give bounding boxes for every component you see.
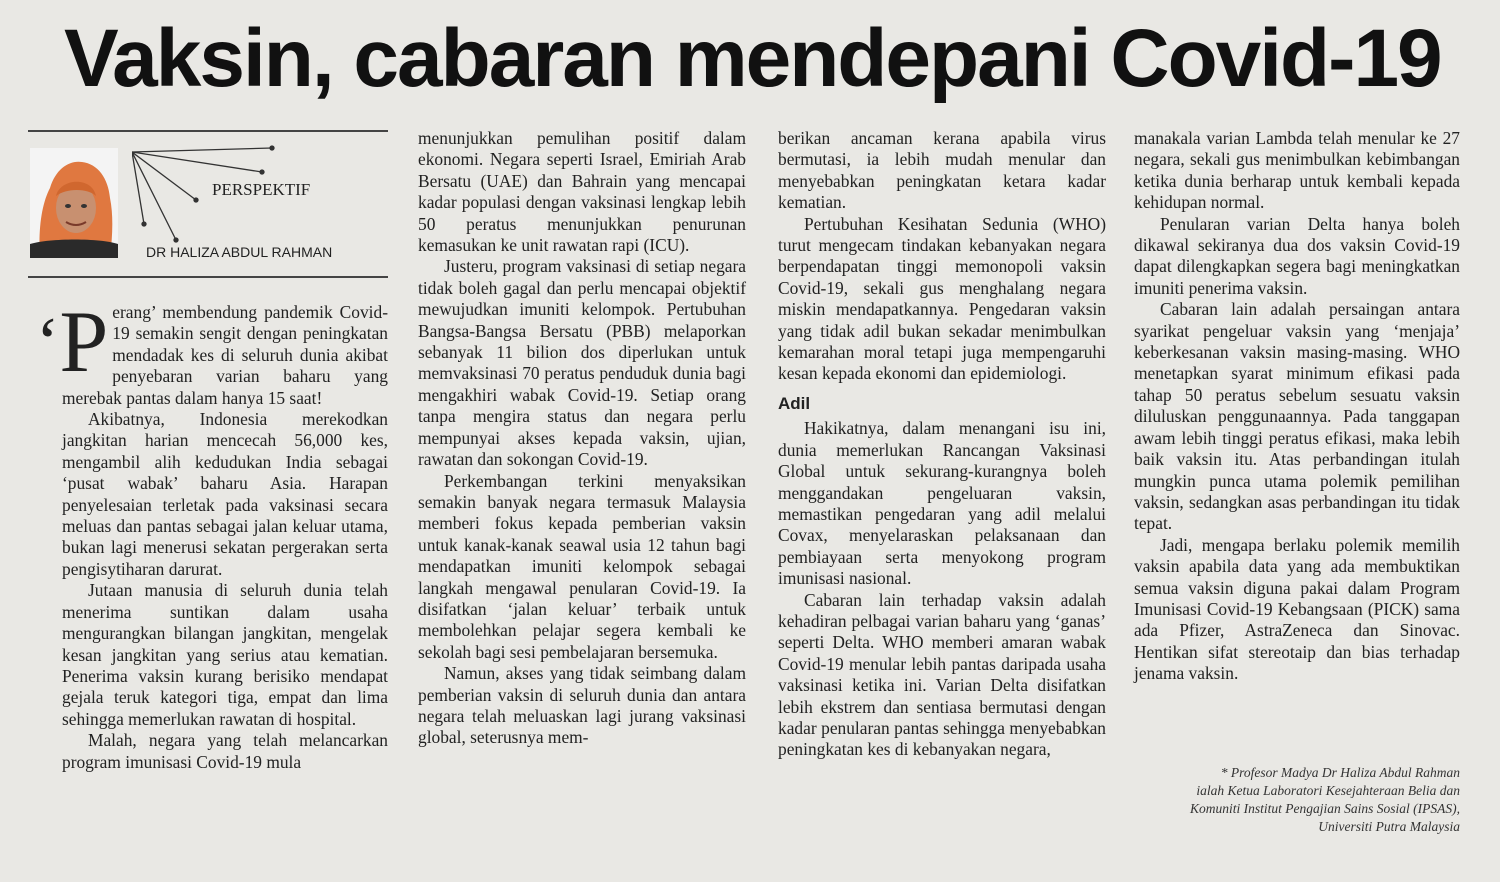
paragraph: Jutaan manusia di seluruh dunia telah menerima suntikan dalam usaha mengurangkan bilangan jangkitan, mengelak kesan jangkitan yang serius atau kematian. Penerima vaksin kurang berisiko mendapat gejala teruk kategori tiga, empat dan lima sehingga memerlukan rawatan di hospital.	[62, 580, 388, 729]
paragraph: manakala varian Lambda telah menular ke 27 negara, sekali gus menimbulkan kebimbangan ketika dunia berharap untuk kembali kepada kehidupan normal.	[1134, 128, 1460, 213]
paragraph: Penularan varian Delta hanya boleh dikawal sekiranya dua dos vaksin Covid-19 dapat dilengkapkan segera bagi meningkatkan imuniti penerima vaksin.	[1134, 213, 1460, 298]
paragraph: Pertubuhan Kesihatan Sedunia (WHO) turut mengecam tindakan kebanyakan negara berpendapatan tinggi memonopoli vaksin Covid-19, sekali gus menghalang negara miskin mendapatkannya. Pengedaran vaksin yang tidak adil bukan sekadar menimbulkan kemarahan moral tetapi juga mempengaruhi kesan kepada ekonomi dan epidemiologi.	[778, 213, 1106, 384]
byline-box	[28, 130, 388, 278]
paragraph: Cabaran lain adalah persaingan antara syarikat pengeluar vaksin yang ‘menjaja’ keberkesanan vaksin masing-masing. WHO menetapkan syarat minimum efikasi pada tahap 50 peratus sebelum sesuatu vaksin diluluskan penggunaannya. Pada tanggapan awam lebih tinggi peratus efikasi, maka lebih baik vaksin itu. Atas perbandingan itulah mungkin punca utama polemik pemilihan vaksin, sedangkan asas perbandingan itu tidak tepat.	[1134, 299, 1460, 534]
lead-paragraph: ‘P erang’ membendung pandemik Covid-19 semakin sengit dengan peningkatan mendadak kes di seluruh dunia akibat penyebaran varian baharu yang merebak pantas dalam hanya 15 saat!	[36, 294, 388, 408]
column-label: PERSPEKTIF	[212, 180, 311, 199]
paragraph: Cabaran lain terhadap vaksin adalah kehadiran pelbagai varian baharu yang ‘ganas’ seperti Delta. WHO memberi amaran wabak Covid-19 menular lebih pantas daripada usaha vaksinasi ketika ini. Varian Delta disifatkan lebih ekstrem dan sentiasa bermutasi dengan kadar penularan pantas sehingga menyebabkan peningkatan kes di kebanyakan negara,	[778, 589, 1106, 760]
author-portrait	[30, 148, 118, 258]
paragraph: Hakikatnya, dalam menangani isu ini, dunia memerlukan Rancangan Vaksinasi Global untuk sekurang-kurangnya boleh menggandakan pengeluaran vaksin, memastikan pengedaran yang adil melalui Covax, menyelaraskan pelaksanaan dan pembiayaan serta menyokong program imunisasi nasional.	[778, 418, 1106, 589]
byline-top-rule	[28, 130, 388, 132]
drop-cap: ‘P	[36, 294, 109, 391]
subheading: Adil	[778, 393, 811, 413]
article-column-3	[778, 128, 1106, 761]
article-column-4	[1134, 128, 1460, 685]
paragraph: Justeru, program vaksinasi di setiap negara tidak boleh gagal dan perlu mencapai objektif mewujudkan imuniti kelompok. Pertubuhan Bangsa-Bangsa Bersatu (PBB) melaporkan sebanyak 11 bilion dos diperlukan untuk memvaksinasi 70 peratus penduduk dunia bagi mengakhiri wabak Covid-19. Setiap orang tanpa mengira status dan negara perlu mempunyai akses kepada vaksin, ujian, rawatan dan sokongan Covid-19.	[418, 256, 746, 470]
paragraph: Malah, negara yang telah melancarkan program imunisasi Covid-19 mula	[62, 730, 388, 772]
paragraph: Perkembangan terkini menyaksikan semakin banyak negara termasuk Malaysia memberi fokus kepada pemberian vaksin untuk kanak-kanak seawal usia 12 tahun bagi mendapatkan imuniti kelompok sebagai langkah mengawal penularan Covid-19. Ia disifatkan ‘jalan keluar’ terbaik untuk membolehkan pelajar segera kembali ke sekolah bagi sesi pembelajaran bersemuka.	[418, 470, 746, 662]
paragraph: Jadi, mengapa berlaku polemik memilih vaksin apabila data yang ada membuktikan semua vaksin diguna pakai dalam Program Imunisasi Covid-19 Kebangsaan (PICK) sama ada Pfizer, AstraZeneca dan Sinovac. Hentikan sifat stereotaip dan bias terhadap jenama vaksin.	[1134, 534, 1460, 684]
author-name: DR HALIZA ABDUL RAHMAN	[146, 244, 333, 260]
paragraph: Akibatnya, Indonesia merekodkan jangkitan harian mencecah 56,000 kes, mengambil alih kedudukan India sebagai ‘pusat wabak’ baharu Asia. Harapan penyelesaian terletak pada vaksinasi secara meluas dan pantas sebagai jalan keluar utama, bukan lagi menerusi sekatan pergerakan serta pengisytiharan darurat.	[62, 409, 388, 579]
paragraph: Namun, akses yang tidak seimbang dalam pemberian vaksin di seluruh dunia dan antara negara telah meluaskan lagi jurang vaksinasi global, seterusnya mem-	[418, 663, 746, 748]
headline: Vaksin, cabaran mendepani Covid-19	[64, 13, 1441, 104]
byline-bottom-rule	[28, 276, 388, 278]
paragraph: berikan ancaman kerana apabila virus bermutasi, ia lebih mudah menular dan menyebabkan peningkatan ketara kadar kematian.	[778, 128, 1106, 213]
author-note: * Profesor Madya Dr Haliza Abdul Rahman ialah Ketua Laboratori Kesejahteraan Belia dan Komuniti Institut Pengajian Sains Sosial (IPSAS), Universiti Putra Malaysia	[1190, 765, 1460, 834]
paragraph: menunjukkan pemulihan positif dalam ekonomi. Negara seperti Israel, Emiriah Arab Bersatu (UAE) dan Bahrain yang mencapai kadar populasi dengan vaksinasi lengkap lebih 50 peratus menunjukkan penurunan kemasukan ke unit rawatan rapi (ICU).	[418, 128, 746, 256]
article-column-1	[36, 294, 388, 773]
article-column-2	[418, 128, 746, 749]
